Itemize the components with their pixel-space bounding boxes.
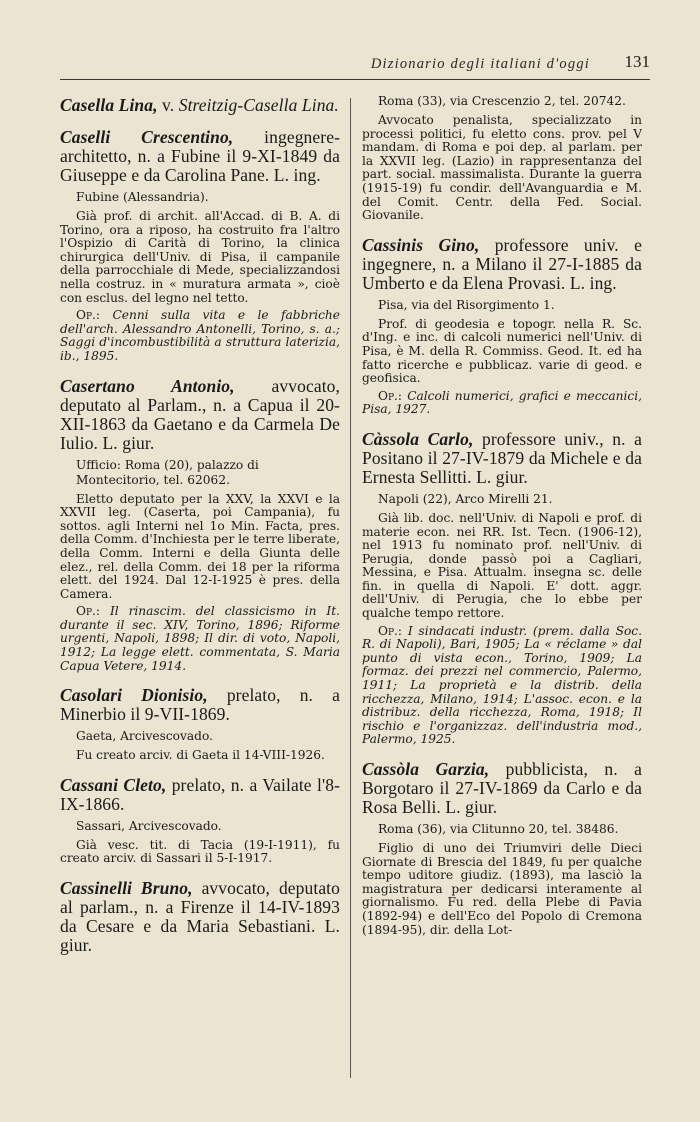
column-divider bbox=[350, 98, 351, 1078]
entry-heading bbox=[60, 377, 340, 453]
entry-biography: Già prof. di archit. all'Accad. di B. A. di Torino, ora a riposo, ha costruito fra l'altro l'Ospizio di Carità di Torino, la clinica chirurgica dell'Univ. di Pisa, il campanile della parrocchiale di Mede, specializzandosi nella costruz. in « muratura armata », cioè con esclus. del legno nel tetto. bbox=[60, 209, 340, 305]
entry-cassola-carlo bbox=[362, 430, 642, 747]
entry-description: pubblicista, n. a Borgotaro il 27-IV-1869 da Carlo e da Rosa Belli. L. giur. bbox=[362, 759, 642, 817]
entry-cassinelli-bruno bbox=[60, 879, 340, 955]
page-number: 131 bbox=[624, 52, 650, 71]
entry-heading bbox=[60, 686, 340, 724]
entry-biography: Fu creato arciv. di Gaeta il 14-VIII-1926. bbox=[76, 748, 325, 763]
entry-name: Caselli Crescentino, bbox=[60, 127, 234, 147]
entry-biography: Eletto deputato per la XXV, la XXVI e la XXVII leg. (Caserta, poi Campania), fu sottos. agli Interni nel 1o Min. Facta, pres. della Comm. d'Inchiesta per le terre liberate, della Comm. Interni e della Giunta delle elez., rel. della Comm. dei 18 per la riforma elett. del 1924. Dal 12-I-1925 è pres. della Camera. bbox=[60, 491, 340, 601]
entry-address: Roma (33), via Crescenzio 2, tel. 20742. bbox=[378, 96, 626, 108]
entry-description: ingegnere-architetto, n. a Fubine il 9-XI-1849 da Giuseppe e da Carolina Pane. L. ing. bbox=[60, 127, 340, 185]
entry-cassani-cleto bbox=[60, 776, 340, 866]
entry-name: Casertano Antonio, bbox=[60, 375, 235, 396]
entry-casolari-dionisio bbox=[60, 686, 340, 763]
entry-name: Cassinelli Bruno, bbox=[60, 878, 193, 899]
entry-name: Casolari Dionisio, bbox=[60, 685, 208, 706]
entry-heading bbox=[60, 128, 340, 185]
entry-biography: Figlio di uno dei Triumviri delle Dieci Giornate di Brescia del 1849, fu per qualche tempo uditore giudiz. (1893), ma lasciò la magistratura per dedicarsi interamente al giornalismo. Fu red. della Plebe di Pavia (1892-94) e dell'Eco del Popolo di Cremona (1894-95), dir. della Lot- bbox=[362, 841, 642, 937]
cross-reference-prefix: v. bbox=[162, 96, 175, 115]
page-header bbox=[60, 50, 650, 80]
entry-cassinelli-bruno-continued bbox=[362, 96, 642, 223]
works-list: I sindacati industr. (prem. dalla Soc. R. di Napoli), Bari, 1905; La « réclame » dal punto di vista econ., Torino, 1909; La formaz. dei prezzi nel commercio, Palermo, 1911; La proprietà e la distrib. della ricchezza, Milano, 1914; L'assoc. econ. e la distribuz. della ricchezza, Roma, 1918; Il rischio e l'organizzaz. dell'industria mod., Palermo, 1925. bbox=[362, 623, 642, 747]
entry-biography: Già vesc. tit. di Tacia (19-I-1911), fu creato arciv. di Sassari il 5-I-1917. bbox=[60, 837, 340, 866]
entry-works bbox=[362, 390, 642, 417]
right-column bbox=[362, 96, 642, 1086]
entry-name: Càssola Carlo, bbox=[362, 428, 474, 449]
entry-biography: Avvocato penalista, specializzato in processi politici, fu eletto cons. prov. pel V mandam. di Roma e poi dep. al parlam. per la XXVII leg. (Lazio) in rappresentanza del part. social. massimalista. Durante la guerra (1915-19) fu condir. dell'Avanguardia e M. del Comit. Centr. della Fed. Social. Giovanile. bbox=[362, 113, 642, 223]
entry-biography: Prof. di geodesia e topogr. nella R. Sc. d'Ing. e inc. di calcoli numerici nell'Univ. di Pisa, è M. della R. Commiss. Geod. It. ed ha fatto ricerche e pubblicaz. varie di geod. e geofisica. bbox=[362, 316, 642, 386]
entry-description: professore univ. e ingegnere, n. a Milano il 27-I-1885 da Umberto e da Elena Provasi. L. ing. bbox=[362, 234, 642, 293]
entry-works bbox=[60, 309, 340, 363]
entry-description: professore univ., n. a Positano il 27-IV-1879 da Michele e da Ernesta Sellitti. L. giur. bbox=[362, 428, 642, 487]
works-label: Op.: bbox=[378, 623, 403, 638]
entry-biography: Già lib. doc. nell'Univ. di Napoli e prof. di materie econ. nei RR. Ist. Tecn. (1906-12), nel 1913 fu nominato prof. nell'Univ. di Perugia, donde passò poi a Cagliari, Messina, e Pisa. Attualm. insegna sc. delle fin. in quella di Napoli. E' dott. aggr. dell'Univ. di Perugia, che lo ebbe per qualche tempo rettore. bbox=[362, 510, 642, 621]
works-list: Cenni sulla vita e le fabbriche dell'arch. Alessandro Antonelli, Torino, s. a.; Saggi d'incombustibilità a struttura laterizia, ib., 1895. bbox=[60, 308, 340, 363]
entry-heading bbox=[362, 236, 642, 293]
entry-heading bbox=[60, 96, 340, 115]
entry-description: prelato, n. a Vailate l'8-IX-1866. bbox=[60, 774, 340, 814]
works-label: Op.: bbox=[378, 388, 403, 403]
entry-heading bbox=[362, 430, 642, 487]
works-label: Op.: bbox=[76, 604, 101, 619]
works-list: Calcoli numerici, grafici e meccanici, Pisa, 1927. bbox=[362, 388, 642, 417]
header-rule bbox=[60, 79, 650, 80]
entry-heading bbox=[362, 760, 642, 817]
entry-casertano-antonio bbox=[60, 377, 340, 674]
entry-address: Fubine (Alessandria). bbox=[76, 190, 209, 204]
entry-address: Pisa, via del Risorgimento 1. bbox=[378, 297, 555, 312]
entry-name: Cassani Cleto, bbox=[60, 774, 167, 795]
entry-cassola-garzia bbox=[362, 760, 642, 937]
entry-address: Gaeta, Arcivescovado. bbox=[76, 729, 213, 744]
entry-cassinis-gino bbox=[362, 236, 642, 417]
running-title: Dizionario degli italiani d'oggi bbox=[370, 56, 590, 72]
entry-works bbox=[362, 625, 642, 747]
cross-reference: Streitzig-Casella Lina. bbox=[178, 96, 339, 115]
entry-description: avvocato, deputato al Parlam., n. a Capua il 20-XII-1863 da Gaetano e da Carmela De Iulio. L. giur. bbox=[60, 375, 340, 453]
entry-heading bbox=[60, 879, 340, 955]
entry-heading bbox=[60, 776, 340, 814]
works-label: Op.: bbox=[76, 308, 101, 323]
entry-address: Roma (36), via Clitunno 20, tel. 38486. bbox=[378, 822, 619, 836]
entry-name: Cassòla Garzia, bbox=[362, 759, 490, 779]
works-list: Il rinascim. del classicismo in It. durante il sec. XIV, Torino, 1896; Riforme urgenti, Napoli, 1898; Il dir. di voto, Napoli, 1912; La legge elett. commentata, S. Maria Capua Vetere, 1914. bbox=[60, 604, 340, 673]
entry-works bbox=[60, 605, 340, 673]
entry-description: prelato, n. a Minerbio il 9-VII-1869. bbox=[60, 685, 340, 725]
entry-casella-lina bbox=[60, 96, 340, 115]
entry-address: Sassari, Arcivescovado. bbox=[76, 818, 222, 833]
entry-address: Ufficio: Roma (20), palazzo di Montecitorio, tel. 62062. bbox=[76, 457, 259, 487]
entry-name: Cassinis Gino, bbox=[362, 234, 480, 255]
left-column bbox=[60, 96, 340, 1086]
entry-address: Napoli (22), Arco Mirelli 21. bbox=[378, 491, 553, 506]
entry-caselli-crescentino bbox=[60, 128, 340, 364]
entry-name: Casella Lina, bbox=[60, 96, 158, 115]
entry-description: avvocato, deputato al parlam., n. a Firenze il 14-IV-1893 da Cesare e da Maria Sebastiani. L. giur. bbox=[60, 878, 340, 956]
